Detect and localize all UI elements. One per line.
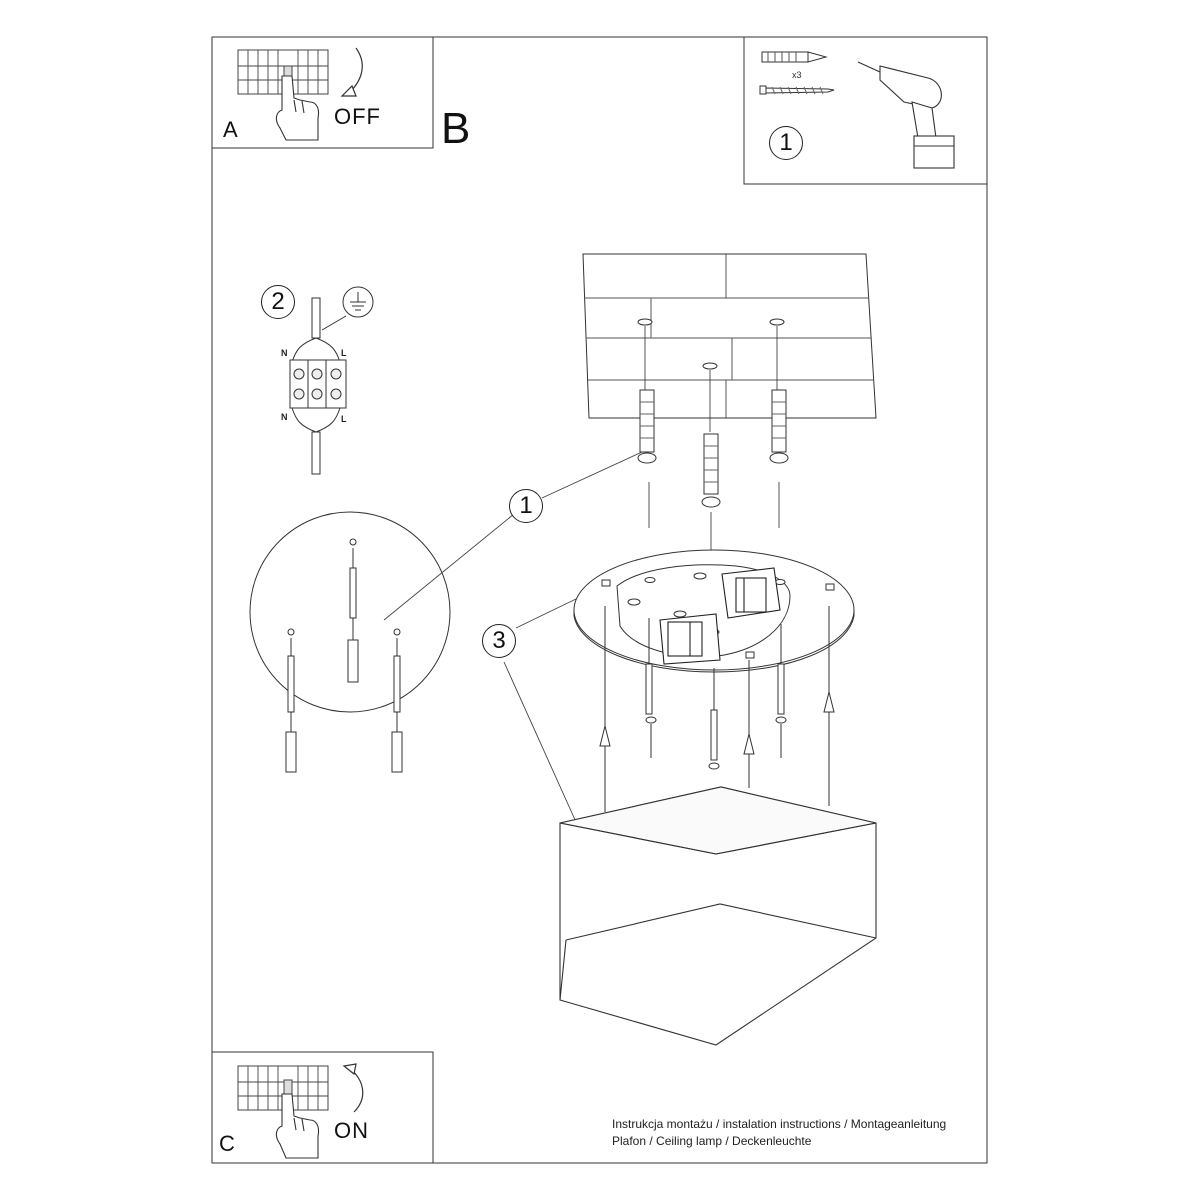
wire-l-top: L <box>341 348 347 358</box>
wall-plug-left <box>638 390 656 463</box>
detail-circle <box>250 512 450 772</box>
footer-product: Plafon / Ceiling lamp / Deckenleuchte <box>612 1134 812 1148</box>
quantity-label: x3 <box>792 70 802 80</box>
leader-3-to-shade <box>504 662 576 822</box>
hexagon-lamp-shade <box>560 787 876 1045</box>
panel-a-frame <box>212 37 433 148</box>
hand-switching-icon <box>276 1094 318 1158</box>
detail-screw-left <box>286 629 296 772</box>
off-label: OFF <box>334 104 381 129</box>
footer-instructions: Instrukcja montażu / instalation instructions / Montageanleitung <box>612 1117 947 1131</box>
detail-screw-center <box>348 539 358 682</box>
callout-tools: 1 <box>769 126 803 160</box>
panel-b-letter: B <box>441 104 471 153</box>
lamp-socket-left <box>660 614 720 664</box>
ceiling-panel <box>583 254 876 418</box>
wall-plug-center <box>702 434 720 507</box>
panel-c-letter: C <box>219 1131 235 1156</box>
leader-3-to-base <box>516 598 578 628</box>
on-label: ON <box>334 1118 369 1143</box>
wall-plug-right <box>770 390 788 463</box>
hand-pointing-icon <box>276 76 318 140</box>
wall-plug-icon <box>762 52 826 62</box>
callout-base: 3 <box>482 624 516 658</box>
detail-screw-right <box>392 629 402 772</box>
leader-1-to-anchor <box>542 452 642 498</box>
callout-anchors: 1 <box>509 489 543 523</box>
drill-icon <box>858 62 954 168</box>
wiring-diagram <box>290 287 373 474</box>
screw-icon <box>760 86 834 94</box>
wire-n-bottom: N <box>281 412 288 422</box>
wire-n-top: N <box>281 348 288 358</box>
switch-on-arrow-icon <box>344 1064 363 1112</box>
callout-wiring: 2 <box>261 285 295 319</box>
panel-a-letter: A <box>223 117 238 142</box>
wire-l-bottom: L <box>341 414 347 424</box>
switch-off-arrow-icon <box>342 48 362 96</box>
lamp-socket-right <box>722 568 780 618</box>
leader-detail-to-1 <box>384 514 514 620</box>
panel-c-frame <box>212 1052 433 1163</box>
mounting-screw-center <box>709 668 719 769</box>
